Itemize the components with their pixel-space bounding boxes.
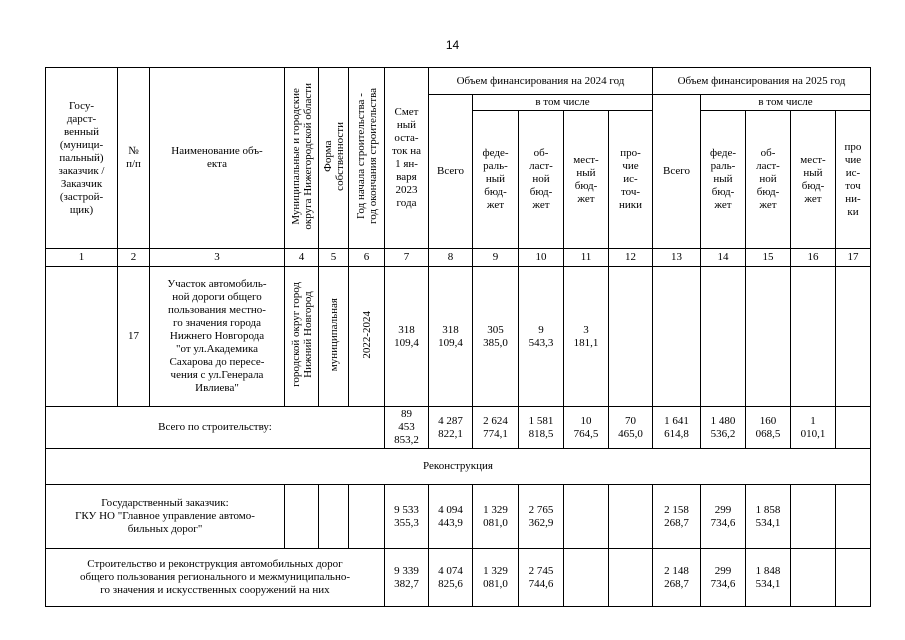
header-years-cell: [349, 68, 385, 249]
header-ownership-cell: [319, 68, 349, 249]
cell-estimate: 9 339 382,7: [385, 549, 429, 607]
municipality-text: городской округ город Нижний Новгород: [289, 282, 314, 387]
col-number: 14: [701, 249, 746, 267]
years-text: 2022-2024: [360, 310, 373, 359]
cell-other-2024: [609, 485, 653, 549]
header-ownership: Форма собственности: [321, 121, 346, 191]
financing-table: [45, 67, 871, 607]
cell-estimate: 318 109,4: [385, 267, 429, 407]
header-federal-2024: феде- раль- ный бюд- жет: [473, 111, 519, 249]
table-row-object: [46, 267, 871, 407]
cell-roads-label: Строительство и реконструкция автомобильных дорог общего пользования регионального и межмуниципально- го значения и искусственных сооружений на них: [46, 549, 385, 607]
cell-federal-2025: 299 734,6: [701, 485, 746, 549]
cell-total-2024: 4 074 825,6: [429, 549, 473, 607]
cell-municipality: [285, 267, 319, 407]
col-number: 2: [118, 249, 150, 267]
page-number: 14: [445, 38, 460, 52]
cell-other-2025: [836, 549, 871, 607]
col-number: 8: [429, 249, 473, 267]
col-number: 13: [653, 249, 701, 267]
col-number: 5: [319, 249, 349, 267]
cell-object-name: Участок автомобиль- ной дороги общего пользования местно- го значения города Нижнего Новгорода "от ул.Академика Сахарова до пересе- чения с ул.Генерала Ивлиева": [150, 267, 285, 407]
cell-regional-2024: 1 581 818,5: [519, 407, 564, 449]
cell-other-2024: [609, 267, 653, 407]
cell-regional-2024: 2 745 744,6: [519, 549, 564, 607]
col-number: 16: [791, 249, 836, 267]
cell-regional-2024: 2 765 362,9: [519, 485, 564, 549]
header-estimate: Смет ный оста- ток на 1 ян- варя 2023 года: [385, 68, 429, 249]
header-num: № п/п: [118, 68, 150, 249]
col-number: 3: [150, 249, 285, 267]
cell-total-2025: [653, 267, 701, 407]
cell-other-2025: [836, 485, 871, 549]
cell-total-2025: 1 641 614,8: [653, 407, 701, 449]
cell-ownership: [319, 267, 349, 407]
header-regional-2025: об- ласт- ной бюд- жет: [746, 111, 791, 249]
cell-other-2025: [836, 267, 871, 407]
header-other-2025: про чие ис- точ ни- ки: [836, 111, 871, 249]
cell-num: 17: [118, 267, 150, 407]
cell-federal-2024: 1 329 081,0: [473, 549, 519, 607]
cell-local-2024: [564, 549, 609, 607]
col-number: 4: [285, 249, 319, 267]
col-number: 12: [609, 249, 653, 267]
col-number: 15: [746, 249, 791, 267]
cell-local-2025: [791, 267, 836, 407]
header-years: Год начала строительства - год окончания строительства: [354, 88, 379, 224]
cell-local-2024: [564, 485, 609, 549]
cell-empty: [285, 485, 319, 549]
cell-federal-2025: [701, 267, 746, 407]
cell-local-2025: [791, 549, 836, 607]
cell-federal-2024: 305 385,0: [473, 267, 519, 407]
cell-regional-2025: 1 858 534,1: [746, 485, 791, 549]
header-object-name: Наименование объ- екта: [150, 68, 285, 249]
cell-years: [349, 267, 385, 407]
col-number: 11: [564, 249, 609, 267]
table-row-roads: [46, 549, 871, 607]
cell-estimate: 9 533 355,3: [385, 485, 429, 549]
header-other-2024: про- чие ис- точ- ники: [609, 111, 653, 249]
cell-customer-label: Государственный заказчик: ГКУ НО "Главное управление автомо- бильных дорог": [46, 485, 285, 549]
header-municipality: Муниципальные и городские округа Нижегородской области: [289, 82, 314, 230]
cell-regional-2024: 9 543,3: [519, 267, 564, 407]
header-fin-2025: Объем финансирования на 2025 год: [653, 68, 871, 95]
header-total-2024: Всего: [429, 95, 473, 249]
cell-total-2024: 318 109,4: [429, 267, 473, 407]
cell-total-2025: 2 148 268,7: [653, 549, 701, 607]
cell-regional-2025: [746, 267, 791, 407]
cell-empty: [349, 485, 385, 549]
cell-empty: [319, 485, 349, 549]
cell-total-2025: 2 158 268,7: [653, 485, 701, 549]
col-number: 1: [46, 249, 118, 267]
cell-total-label: Всего по строительству:: [46, 407, 385, 449]
col-number: 6: [349, 249, 385, 267]
table-row-total: [46, 407, 871, 449]
col-number: 17: [836, 249, 871, 267]
cell-federal-2025: 299 734,6: [701, 549, 746, 607]
cell-other-2024: 70 465,0: [609, 407, 653, 449]
header-including-2025: в том числе: [701, 95, 871, 111]
header-federal-2025: феде- раль- ный бюд- жет: [701, 111, 746, 249]
cell-federal-2025: 1 480 536,2: [701, 407, 746, 449]
cell-local-2025: 1 010,1: [791, 407, 836, 449]
cell-total-2024: 4 094 443,9: [429, 485, 473, 549]
cell-regional-2025: 1 848 534,1: [746, 549, 791, 607]
cell-estimate: 89 453 853,2: [385, 407, 429, 449]
cell-regional-2025: 160 068,5: [746, 407, 791, 449]
table-row-customer: [46, 485, 871, 549]
header-fin-2024: Объем финансирования на 2024 год: [429, 68, 653, 95]
header-municipality-cell: [285, 68, 319, 249]
header-including-2024: в том числе: [473, 95, 653, 111]
col-number: 9: [473, 249, 519, 267]
section-title: Реконструкция: [46, 449, 871, 485]
header-total-2025: Всего: [653, 95, 701, 249]
cell-local-2024: 10 764,5: [564, 407, 609, 449]
header-local-2024: мест- ный бюд- жет: [564, 111, 609, 249]
cell-other-2025: [836, 407, 871, 449]
col-number: 7: [385, 249, 429, 267]
cell-federal-2024: 2 624 774,1: [473, 407, 519, 449]
cell-empty: [46, 267, 118, 407]
cell-other-2024: [609, 549, 653, 607]
col-number: 10: [519, 249, 564, 267]
header-customer: Госу- дарст- венный (муници- пальный) заказчик / Заказчик (застрой- щик): [46, 68, 118, 249]
cell-local-2024: 3 181,1: [564, 267, 609, 407]
table-row-section: [46, 449, 871, 485]
cell-local-2025: [791, 485, 836, 549]
ownership-text: муниципальная: [327, 297, 340, 372]
column-numbers-row: [46, 249, 871, 267]
header-regional-2024: об- ласт- ной бюд- жет: [519, 111, 564, 249]
cell-total-2024: 4 287 822,1: [429, 407, 473, 449]
header-local-2025: мест- ный бюд- жет: [791, 111, 836, 249]
cell-federal-2024: 1 329 081,0: [473, 485, 519, 549]
